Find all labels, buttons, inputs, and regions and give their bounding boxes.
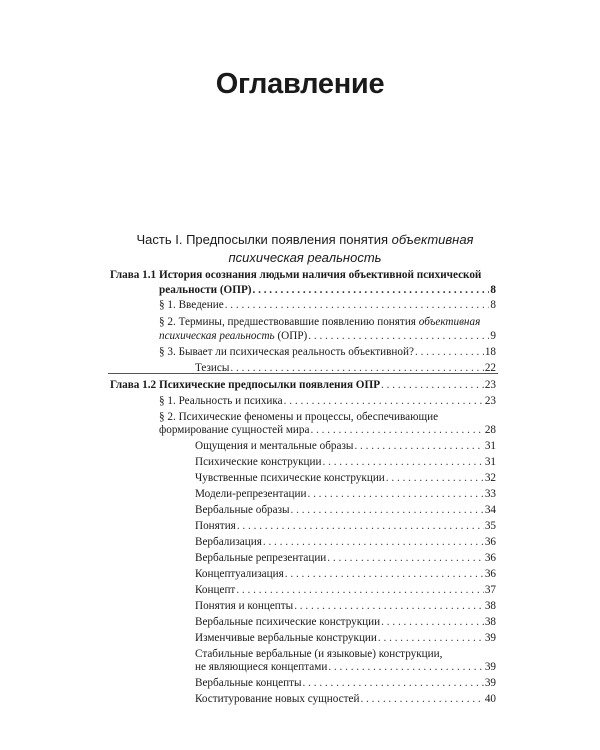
entry-title-line2: не являющиеся концептами	[195, 661, 328, 673]
entry-title: Понятия	[195, 520, 236, 532]
dot-leader	[327, 551, 484, 565]
chapter-1-1-heading-line1: История осознания людьми наличия объективной психической	[159, 269, 482, 281]
entry-title-line2: формирование сущностей мира	[159, 424, 310, 436]
toc-entry-line	[195, 487, 496, 501]
entry-title: Модели-репрезентации	[195, 488, 307, 500]
entry-title-line2	[159, 329, 307, 343]
dot-leader	[263, 535, 484, 549]
page-number: 36	[484, 552, 496, 564]
entry-title: Тезисы	[195, 362, 230, 374]
toc-entry-line	[195, 631, 496, 645]
dot-leader	[360, 692, 483, 706]
dot-leader	[236, 583, 483, 597]
page-number: 36	[484, 536, 496, 548]
page-number: 28	[484, 424, 496, 436]
toc-entry-line	[195, 455, 496, 469]
dot-leader	[291, 503, 484, 517]
page-number: 23	[484, 379, 496, 391]
entry-title: Вербальные концепты	[195, 677, 302, 689]
dot-leader	[303, 676, 484, 690]
chapter-1-2-heading: Психические предпосылки появления ОПР	[159, 379, 381, 391]
dot-leader	[225, 298, 490, 312]
toc-entry-line	[195, 567, 496, 581]
toc-entry-line	[159, 423, 496, 437]
dot-leader	[415, 345, 484, 359]
entry-title-italic: психическая реальность	[159, 330, 275, 342]
page-number: 9	[490, 330, 496, 342]
entry-title: Коститурование новых сущностей	[195, 693, 360, 705]
toc-entry-line	[159, 298, 496, 312]
dot-leader	[237, 519, 484, 533]
toc-entry-line	[195, 676, 496, 690]
page-number: 37	[484, 584, 496, 596]
entry-title-line1	[159, 315, 480, 329]
toc-entry-line	[159, 329, 496, 343]
part-heading-italic-2: психическая реальность	[228, 250, 382, 265]
page-number: 23	[484, 395, 496, 407]
page-number: 39	[484, 661, 496, 673]
page-number: 35	[484, 520, 496, 532]
page-number: 31	[484, 440, 496, 452]
entry-title-line1: Стабильные вербальные (и языковые) конструкции,	[195, 648, 443, 660]
page-number: 39	[484, 677, 496, 689]
entry-title-rest: (ОПР)	[274, 330, 308, 342]
entry-title: Вербальные образы	[195, 504, 290, 516]
toc-entry-line	[195, 471, 496, 485]
toc-entry-line	[195, 535, 496, 549]
toc-entry-line	[195, 692, 496, 706]
page-number: 32	[484, 472, 496, 484]
dot-leader	[307, 487, 483, 501]
entry-title: § 3. Бывает ли психическая реальность объективной?	[159, 346, 414, 358]
toc-entry-line	[195, 439, 496, 453]
dot-leader	[378, 631, 484, 645]
chapter-1-2-heading-entry	[159, 378, 496, 392]
part-heading-italic-1: объективная	[391, 232, 474, 247]
dot-leader	[285, 567, 484, 581]
entry-title: Концептуализация	[195, 568, 284, 580]
page-number: 18	[484, 346, 496, 358]
chapter-1-1-heading-entry	[159, 283, 496, 297]
dot-leader	[354, 439, 483, 453]
toc-entry-line	[195, 615, 496, 629]
page-number: 33	[484, 488, 496, 500]
page-number: 38	[484, 600, 496, 612]
entry-title: Ощущения и ментальные образы	[195, 440, 354, 452]
chapter-1-1-label: Глава 1.1	[110, 269, 157, 281]
entry-title: § 1. Введение	[159, 299, 224, 311]
entry-title: Вербализация	[195, 536, 262, 548]
dot-leader	[310, 423, 483, 437]
entry-title: Вербальные психические конструкции	[195, 616, 381, 628]
dot-leader	[323, 455, 484, 469]
toc-entry-line	[159, 394, 496, 408]
toc-entry-line	[159, 345, 496, 359]
dot-leader	[386, 471, 484, 485]
entry-title: Чувственные психические конструкции	[195, 472, 385, 484]
entry-title-prefix: § 2. Термины, предшествовавшие появлению понятия	[159, 316, 419, 328]
page-number: 38	[484, 616, 496, 628]
page-number: 40	[484, 693, 496, 705]
dot-leader	[308, 329, 489, 343]
entry-title: Понятия и концепты	[195, 600, 294, 612]
dot-leader	[381, 378, 484, 392]
entry-title: § 1. Реальность и психика	[159, 395, 283, 407]
dot-leader	[253, 283, 490, 297]
toc-entry-line	[195, 551, 496, 565]
page-number: 39	[484, 632, 496, 644]
entry-title: Вербальные репрезентации	[195, 552, 327, 564]
entry-title: Психические конструкции	[195, 456, 322, 468]
dot-leader	[381, 615, 484, 629]
dot-leader	[328, 660, 483, 674]
page-title: Оглавление	[215, 68, 385, 100]
entry-title-italic: объективная	[418, 316, 481, 328]
toc-entry-line	[195, 599, 496, 613]
toc-entry-line	[195, 660, 496, 674]
chapter-1-1-heading-line2: реальности (ОПР)	[159, 284, 252, 296]
toc-entry-line	[195, 503, 496, 517]
dot-leader	[294, 599, 484, 613]
part-heading-prefix: Часть I. Предпосылки появления понятия	[136, 232, 392, 247]
page-number: 8	[490, 299, 496, 311]
toc-entry-line	[195, 519, 496, 533]
chapter-1-2-label: Глава 1.2	[110, 379, 157, 391]
dot-leader	[284, 394, 484, 408]
toc-entry-line	[195, 583, 496, 597]
section-divider	[108, 373, 498, 374]
entry-title: Концепт	[195, 584, 236, 596]
page-number: 8	[490, 284, 496, 296]
page-number: 31	[484, 456, 496, 468]
entry-title: Изменчивые вербальные конструкции	[195, 632, 377, 644]
page-number: 34	[484, 504, 496, 516]
entry-title-line1: § 2. Психические феномены и процессы, обеспечивающие	[159, 411, 439, 423]
page-number: 22	[484, 362, 496, 374]
page-number: 36	[484, 568, 496, 580]
